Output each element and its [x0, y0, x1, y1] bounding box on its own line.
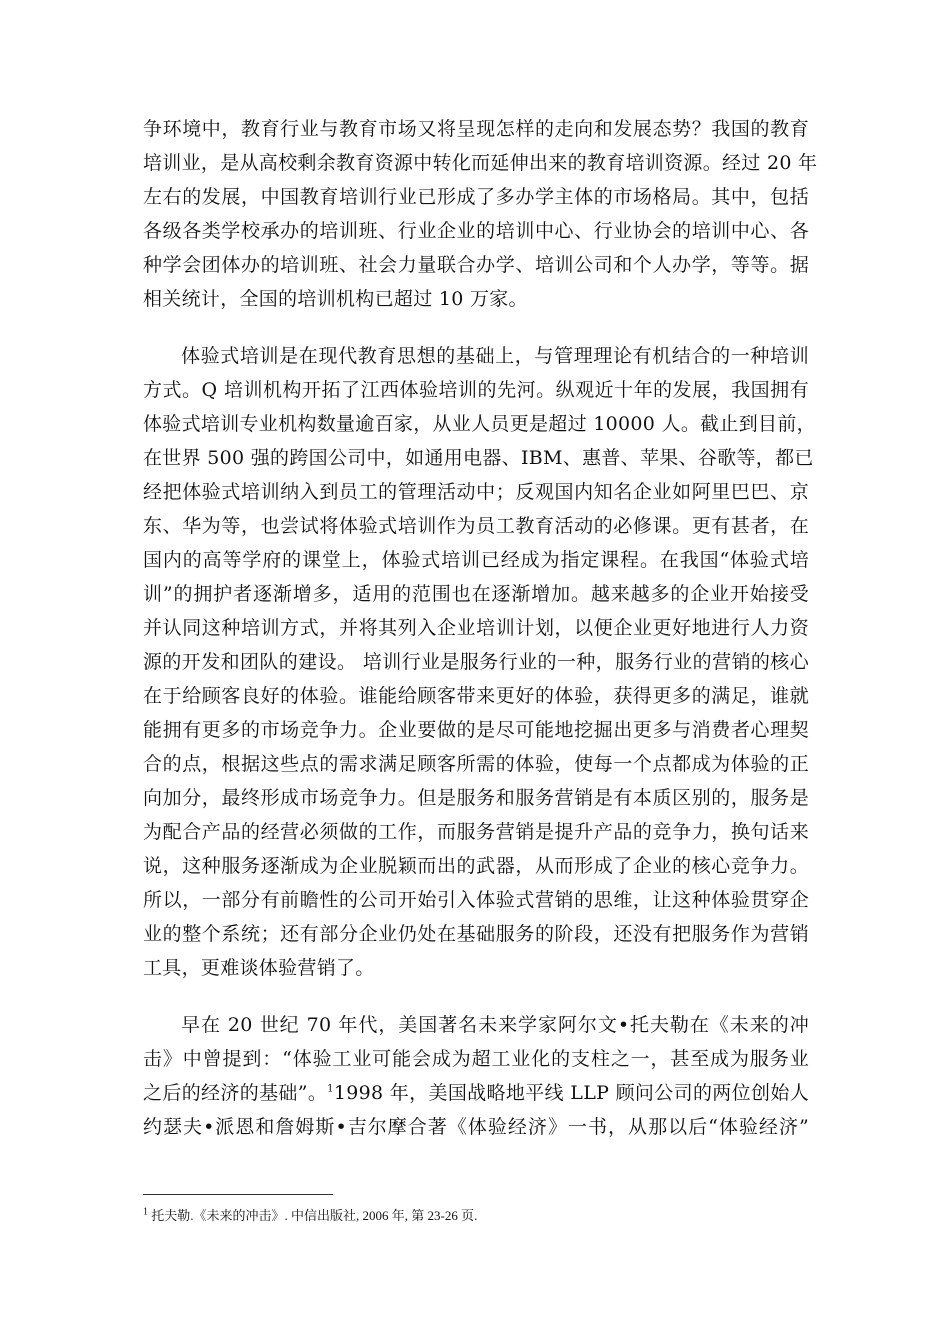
body-line: 在世界 500 强的跨国公司中，如通用电器、IBM、惠普、苹果、谷歌等，都已	[143, 447, 814, 469]
body-line: 争环境中，教育行业与教育市场又将呈现怎样的走向和发展态势？我国的教育	[143, 118, 809, 140]
body-line: 方式。Q 培训机构开拓了江西体验培训的先河。纵观近十年的发展，我国拥有	[143, 379, 809, 401]
body-line: 能拥有更多的市场竞争力。企业要做的是尽可能地挖掘出更多与消费者心理契	[143, 719, 809, 741]
body-line: 源的开发和团队的建设。 培训行业是服务行业的一种，服务行业的营销的核心	[143, 651, 809, 673]
body-line-text: 之后的经济的基础”。	[143, 1082, 328, 1104]
footnote-marker: 1	[143, 1206, 148, 1218]
body-line: 约瑟夫•派恩和詹姆斯•吉尔摩合著《体验经济》一书，从那以后“体验经济”	[143, 1116, 809, 1138]
body-line: 并认同这种培训方式，并将其列入企业培训计划，以便企业更好地进行人力资	[143, 617, 809, 639]
footnote-separator	[143, 1194, 333, 1195]
body-line: 国内的高等学府的课堂上，体验式培训已经成为指定课程。在我国“体验式培	[143, 549, 809, 571]
body-line: 各级各类学校承办的培训班、行业企业的培训中心、行业协会的培训中心、各	[143, 220, 809, 242]
body-line: 向加分，最终形成市场竞争力。但是服务和服务营销是有本质区别的，服务是	[143, 787, 809, 809]
paragraph-first-line: 早在 20 世纪 70 年代，美国著名未来学家阿尔文•托夫勒在《未来的冲	[181, 1014, 809, 1036]
body-line: 体验式培训专业机构数量逾百家，从业人员更是超过 10000 人。截止到目前，	[143, 413, 816, 435]
body-line: 相关统计，全国的培训机构已超过 10 万家。	[143, 288, 528, 310]
body-line: 训”的拥护者逐渐增多，适用的范围也在逐渐增加。越来越多的企业开始接受	[143, 583, 809, 605]
paragraph-first-line: 体验式培训是在现代教育思想的基础上，与管理理论有机结合的一种培训	[181, 345, 809, 367]
body-line: 东、华为等，也尝试将体验式培训作为员工教育活动的必修课。更有甚者，在	[143, 515, 809, 537]
body-line: 工具，更难谈体验营销了。	[143, 957, 375, 979]
body-line-text: 1998 年，美国战略地平线 LLP 顾问公司的两位创始人	[333, 1082, 809, 1104]
footnote-reference[interactable]: 1	[327, 1083, 334, 1095]
body-line: 击》中曾提到：“体验工业可能会成为超工业化的支柱之一，甚至成为服务业	[143, 1048, 809, 1070]
footnote	[143, 1206, 477, 1226]
body-line: 经把体验式培训纳入到员工的管理活动中；反观国内知名企业如阿里巴巴、京	[143, 481, 809, 503]
body-line: 为配合产品的经营必须做的工作，而服务营销是提升产品的竞争力，换句话来	[143, 821, 809, 843]
body-line: 合的点，根据这些点的需求满足顾客所需的体验，使每一个点都成为体验的正	[143, 753, 809, 775]
body-line: 所以，一部分有前瞻性的公司开始引入体验式营销的思维，让这种体验贯穿企	[143, 889, 809, 911]
body-line: 培训业，是从高校剩余教育资源中转化而延伸出来的教育培训资源。经过 20 年	[143, 152, 818, 174]
body-line: 左右的发展，中国教育培训行业已形成了多办学主体的市场格局。其中，包括	[143, 186, 809, 208]
body-line: 说，这种服务逐渐成为企业脱颖而出的武器，从而形成了企业的核心竞争力。	[143, 855, 809, 877]
body-line: 种学会团体办的培训班、社会力量联合办学、培训公司和个人办学，等等。据	[143, 254, 809, 276]
body-line-with-footnote-ref	[143, 1076, 809, 1110]
body-line: 业的整个系统；还有部分企业仍处在基础服务的阶段，还没有把服务作为营销	[143, 923, 809, 945]
footnote-text: 托夫勒.《未来的冲击》. 中信出版社, 2006 年, 第 23-26 页.	[148, 1208, 478, 1223]
body-line: 在于给顾客良好的体验。谁能给顾客带来更好的体验，获得更多的满足，谁就	[143, 685, 809, 707]
